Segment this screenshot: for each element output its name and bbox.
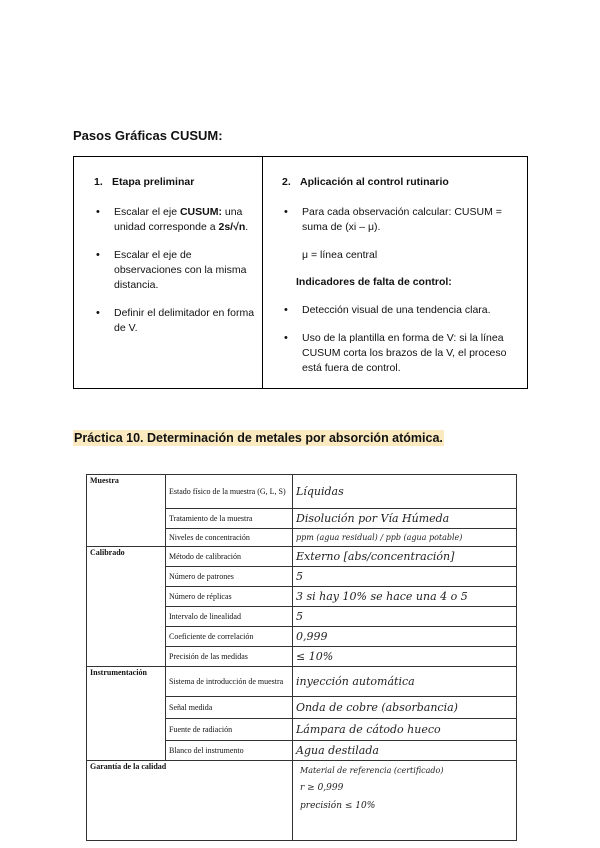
table-row	[87, 475, 517, 509]
table-row	[87, 547, 517, 567]
row-value: Agua destilada	[293, 741, 517, 761]
step-2-bullet-1: • Para cada observación calcular: CUSUM = suma de (xi – μ).	[282, 205, 517, 235]
precision-note: precisión ≤ 10%	[300, 801, 376, 811]
row-label: Precisión de las medidas	[166, 647, 293, 667]
garantia-values	[293, 761, 517, 841]
central-line-note: μ = línea central	[302, 249, 378, 261]
step-1-bullet-2: • Escalar el eje de observaciones con la misma distancia.	[94, 248, 259, 293]
row-value: 5	[293, 607, 517, 627]
row-label: Estado físico de la muestra (G, L, S)	[166, 475, 293, 509]
row-label: Número de patrones	[166, 567, 293, 587]
row-label: Señal medida	[166, 697, 293, 719]
cusum-title: Pasos Gráficas CUSUM:	[73, 128, 223, 143]
row-value: inyección automática	[293, 667, 517, 697]
section-calibrado: Calibrado	[87, 547, 166, 667]
row-value: 5	[293, 567, 517, 587]
row-value: 0,999	[293, 627, 517, 647]
row-value: Líquidas	[293, 475, 517, 509]
row-value: ≤ 10%	[293, 647, 517, 667]
section-muestra: Muestra	[87, 475, 166, 547]
correlation-note: r ≥ 0,999	[300, 783, 344, 793]
step-2-heading: 2. Aplicación al control rutinario	[282, 176, 449, 188]
row-label: Tratamiento de la muestra	[166, 509, 293, 529]
practica-10-table	[86, 474, 517, 841]
row-value: ppm (agua residual) / ppb (agua potable)	[293, 529, 517, 547]
practica-10-title: Práctica 10. Determinación de metales por absorción atómica.	[74, 431, 443, 445]
reference-material-note: Material de referencia (certificado)	[300, 766, 444, 775]
step-2-bullet-3: • Uso de la plantilla en forma de V: si la línea CUSUM corta los brazos de la V, el proceso está fuera de control.	[282, 331, 517, 376]
cusum-steps-box	[73, 156, 528, 389]
out-of-control-subheading: Indicadores de falta de control:	[296, 276, 452, 288]
row-label: Método de calibración	[166, 547, 293, 567]
section-garantia-calidad: Garantía de la calidad	[87, 761, 293, 841]
row-value: 3 si hay 10% se hace una 4 o 5	[293, 587, 517, 607]
step-2-bullet-2: • Detección visual de una tendencia clara.	[282, 303, 517, 318]
step-1-bullet-3: • Definir el delimitador en forma de V.	[94, 306, 259, 336]
row-label: Intervalo de linealidad	[166, 607, 293, 627]
step-1-heading: 1. Etapa preliminar	[94, 176, 195, 188]
row-label: Niveles de concentración	[166, 529, 293, 547]
row-label: Blanco del instrumento	[166, 741, 293, 761]
table-row	[87, 667, 517, 697]
step-1-bullet-1: • Escalar el eje CUSUM: una unidad corresponde a 2s/√n.	[94, 205, 259, 235]
row-label: Número de réplicas	[166, 587, 293, 607]
row-value: Externo [abs/concentración]	[293, 547, 517, 567]
section-instrumentacion: Instrumentación	[87, 667, 166, 761]
row-label: Coeficiente de correlación	[166, 627, 293, 647]
step-control-rutinario	[282, 175, 517, 389]
row-label: Sistema de introducción de muestra	[166, 667, 293, 697]
row-label: Fuente de radiación	[166, 719, 293, 741]
row-value: Lámpara de cátodo hueco	[293, 719, 517, 741]
row-value: Disolución por Vía Húmeda	[293, 509, 517, 529]
row-value: Onda de cobre (absorbancia)	[293, 697, 517, 719]
table-row	[87, 761, 517, 841]
column-divider	[262, 157, 263, 388]
step-preliminar	[94, 175, 259, 349]
